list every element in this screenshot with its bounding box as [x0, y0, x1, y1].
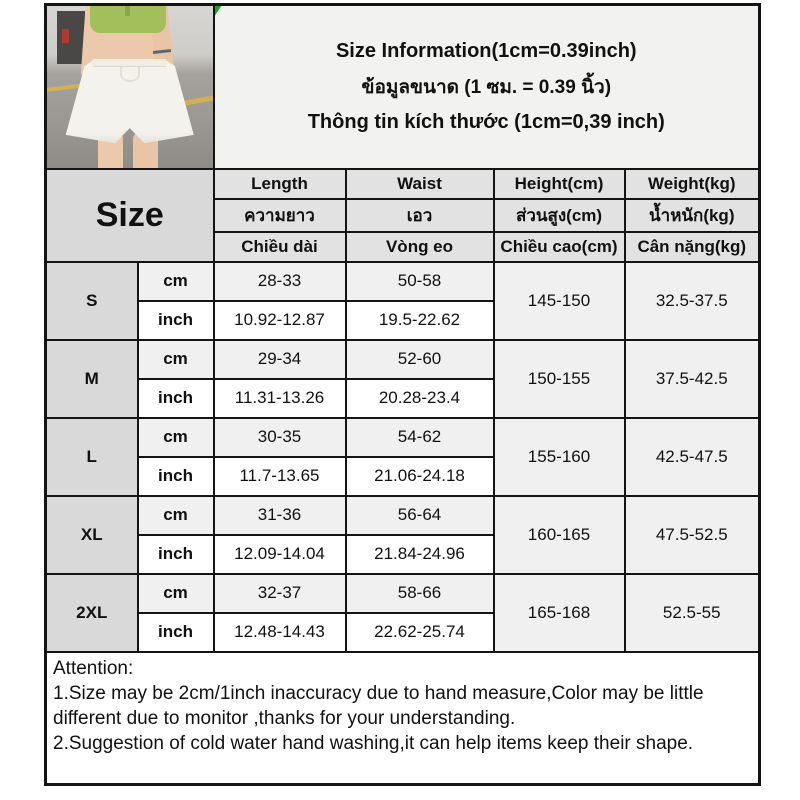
m-waist-cm-value: 52-60 — [346, 340, 494, 379]
xl-length-inch-value: 12.09-14.04 — [214, 535, 346, 574]
photo-red-accent-shape — [62, 29, 69, 44]
product-photo — [47, 6, 213, 168]
row-m-cm — [46, 340, 760, 379]
xl-waist-cm-value: 56-64 — [346, 496, 494, 535]
waist-header-en: Waist — [346, 169, 494, 199]
length-header-th: ความยาว — [214, 199, 346, 232]
l-length-inch-value: 11.7-13.65 — [214, 457, 346, 496]
weight-header-th: น้ำหนัก(kg) — [625, 199, 760, 232]
size-label-s: S — [46, 262, 138, 340]
title-vietnamese: Thông tin kích thước (1cm=0,39 inch) — [307, 110, 665, 133]
m-length-cm-value: 29-34 — [214, 340, 346, 379]
title-box — [214, 5, 760, 169]
size-label-m: M — [46, 340, 138, 418]
l-length-cm-value: 30-35 — [214, 418, 346, 457]
row-2xl-cm — [46, 574, 760, 613]
title-thai: ข้อมูลขนาด (1 ซม. = 0.39 นิ้ว) — [361, 76, 612, 98]
m-weight-value: 37.5-42.5 — [625, 340, 760, 418]
m-height-value: 150-155 — [494, 340, 625, 418]
2xl-height-value: 165-168 — [494, 574, 625, 652]
unit-label-inch: inch — [138, 457, 214, 496]
photo-drawstring-shape — [120, 67, 140, 82]
row-l-cm — [46, 418, 760, 457]
attention-note-1: 1.Size may be 2cm/1inch inaccuracy due to hand measure,Color may be little different due to monitor ,thanks for your understanding. — [53, 682, 704, 729]
title-english: Size Information(1cm=0.39inch) — [335, 39, 637, 62]
xl-waist-inch-value: 21.84-24.96 — [346, 535, 494, 574]
header-row-english — [46, 169, 760, 199]
height-header-th: ส่วนสูง(cm) — [494, 199, 625, 232]
l-height-value: 155-160 — [494, 418, 625, 496]
unit-label-cm: cm — [138, 574, 214, 613]
unit-label-cm: cm — [138, 340, 214, 379]
photo-strap-shape — [125, 6, 130, 16]
unit-label-inch: inch — [138, 535, 214, 574]
unit-label-cm: cm — [138, 496, 214, 535]
size-label-l: L — [46, 418, 138, 496]
attention-title: Attention: — [53, 657, 134, 679]
top-row — [46, 5, 760, 169]
size-label-2xl: 2XL — [46, 574, 138, 652]
s-waist-cm-value: 50-58 — [346, 262, 494, 301]
xl-height-value: 160-165 — [494, 496, 625, 574]
size-chart-sheet — [44, 3, 758, 786]
height-header-en: Height(cm) — [494, 169, 625, 199]
size-table — [44, 3, 761, 786]
l-waist-inch-value: 21.06-24.18 — [346, 457, 494, 496]
2xl-length-cm-value: 32-37 — [214, 574, 346, 613]
2xl-weight-value: 52.5-55 — [625, 574, 760, 652]
l-waist-cm-value: 54-62 — [346, 418, 494, 457]
s-length-inch-value: 10.92-12.87 — [214, 301, 346, 340]
length-header-vi: Chiều dài — [214, 232, 346, 262]
s-height-value: 145-150 — [494, 262, 625, 340]
2xl-waist-cm-value: 58-66 — [346, 574, 494, 613]
photo-waistband-shape — [93, 59, 166, 67]
waist-header-th: เอว — [346, 199, 494, 232]
xl-weight-value: 47.5-52.5 — [625, 496, 760, 574]
m-waist-inch-value: 20.28-23.4 — [346, 379, 494, 418]
row-xl-cm — [46, 496, 760, 535]
attention-note-2: 2.Suggestion of cold water hand washing,it can help items keep their shape. — [53, 732, 694, 754]
attention-row — [46, 652, 760, 785]
length-header-en: Length — [214, 169, 346, 199]
green-corner-marker-icon — [214, 5, 222, 17]
m-length-inch-value: 11.31-13.26 — [214, 379, 346, 418]
2xl-length-inch-value: 12.48-14.43 — [214, 613, 346, 652]
2xl-waist-inch-value: 22.62-25.74 — [346, 613, 494, 652]
xl-length-cm-value: 31-36 — [214, 496, 346, 535]
s-weight-value: 32.5-37.5 — [625, 262, 760, 340]
height-header-vi: Chiều cao(cm) — [494, 232, 625, 262]
product-photo-cell — [46, 5, 214, 169]
weight-header-vi: Cân nặng(kg) — [625, 232, 760, 262]
unit-label-cm: cm — [138, 418, 214, 457]
size-header-cell: Size — [46, 169, 214, 262]
l-weight-value: 42.5-47.5 — [625, 418, 760, 496]
weight-header-en: Weight(kg) — [625, 169, 760, 199]
waist-header-vi: Vòng eo — [346, 232, 494, 262]
s-waist-inch-value: 19.5-22.62 — [346, 301, 494, 340]
unit-label-cm: cm — [138, 262, 214, 301]
unit-label-inch: inch — [138, 613, 214, 652]
size-label-xl: XL — [46, 496, 138, 574]
s-length-cm-value: 28-33 — [214, 262, 346, 301]
attention-box — [46, 652, 760, 785]
unit-label-inch: inch — [138, 379, 214, 418]
row-s-cm — [46, 262, 760, 301]
unit-label-inch: inch — [138, 301, 214, 340]
